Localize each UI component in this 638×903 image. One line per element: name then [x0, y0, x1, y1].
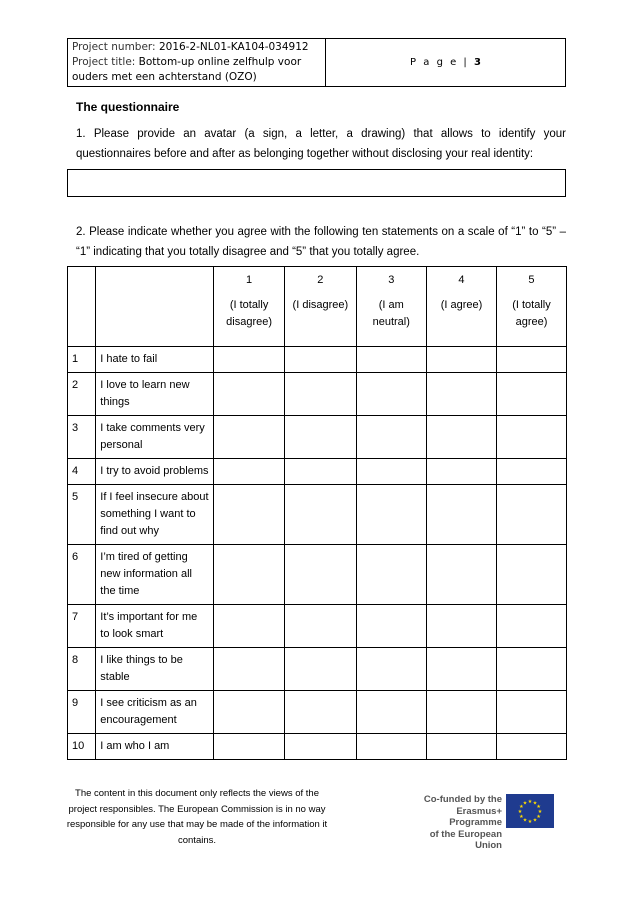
answer-cell[interactable] — [213, 691, 284, 734]
erasmus-logo — [404, 794, 554, 851]
statement-text: I am who I am — [96, 734, 214, 760]
table-row — [68, 485, 567, 545]
project-number-label: Project number: — [72, 41, 156, 53]
statement-text: If I feel insecure about something I want to find out why — [96, 485, 214, 545]
answer-cell[interactable] — [427, 485, 497, 545]
scale-number: 3 — [388, 274, 395, 286]
statement-text: I like things to be stable — [96, 648, 214, 691]
logo-line-3: of the European Union — [429, 828, 502, 851]
page-indicator — [326, 39, 566, 87]
answer-cell[interactable] — [285, 734, 356, 760]
scale-header-5 — [496, 267, 566, 347]
table-row — [68, 373, 567, 416]
avatar-input-box[interactable] — [67, 169, 566, 197]
answer-cell[interactable] — [285, 459, 356, 485]
answer-cell[interactable] — [427, 648, 497, 691]
logo-text — [404, 794, 502, 852]
statement-text: I hate to fail — [96, 347, 214, 373]
answer-cell[interactable] — [496, 691, 566, 734]
statement-number: 6 — [68, 545, 96, 605]
answer-cell[interactable] — [427, 605, 497, 648]
statement-number: 3 — [68, 416, 96, 459]
statement-text: It’s important for me to look smart — [96, 605, 214, 648]
answer-cell[interactable] — [285, 373, 356, 416]
answer-cell[interactable] — [356, 373, 426, 416]
eu-star-icon: ★ — [536, 804, 541, 810]
answer-cell[interactable] — [496, 734, 566, 760]
scale-label: (I am neutral) — [372, 299, 410, 328]
logo-line-1: Co-funded by the — [423, 794, 502, 805]
eu-star-icon: ★ — [517, 809, 523, 815]
answer-cell[interactable] — [427, 691, 497, 734]
scale-number: 2 — [317, 274, 324, 286]
answer-cell[interactable] — [496, 605, 566, 648]
table-row — [68, 416, 567, 459]
question-1-text: 1. Please provide an avatar (a sign, a letter, a drawing) that allows to identify your questionnaires before and after as belonging together without disclosing your real identity: — [76, 128, 566, 160]
statement-number: 5 — [68, 485, 96, 545]
eu-star-icon: ★ — [519, 814, 524, 820]
answer-cell[interactable] — [427, 734, 497, 760]
answer-cell[interactable] — [427, 545, 497, 605]
answer-cell[interactable] — [427, 373, 497, 416]
empty-header-cell — [96, 267, 214, 347]
answer-cell[interactable] — [285, 416, 356, 459]
statement-text: I love to learn new things — [96, 373, 214, 416]
logo-line-2: Erasmus+ Programme — [449, 805, 502, 828]
table-row — [68, 605, 567, 648]
answer-cell[interactable] — [356, 416, 426, 459]
answer-cell[interactable] — [427, 459, 497, 485]
statement-number: 4 — [68, 459, 96, 485]
eu-star-icon: ★ — [536, 814, 541, 820]
statement-text: I try to avoid problems — [96, 459, 214, 485]
answer-cell[interactable] — [213, 734, 284, 760]
answer-cell[interactable] — [427, 416, 497, 459]
answer-cell[interactable] — [427, 347, 497, 373]
scale-header-row — [68, 267, 567, 347]
answer-cell[interactable] — [213, 373, 284, 416]
eu-star-icon: ★ — [522, 800, 528, 807]
answer-cell[interactable] — [356, 347, 426, 373]
scale-header-3 — [356, 267, 426, 347]
answer-cell[interactable] — [285, 648, 356, 691]
scale-header-2 — [285, 267, 356, 347]
statement-number: 7 — [68, 605, 96, 648]
page-label: P a g e | — [410, 57, 469, 68]
agreement-scale-table — [67, 266, 567, 760]
table-row — [68, 648, 567, 691]
statement-number: 1 — [68, 347, 96, 373]
scale-label: (I totally disagree) — [226, 299, 272, 328]
statement-text: I take comments very personal — [96, 416, 214, 459]
project-title-label: Project title: — [72, 56, 136, 68]
answer-cell[interactable] — [213, 485, 284, 545]
table-row — [68, 545, 567, 605]
scale-number: 1 — [246, 274, 253, 286]
answer-cell[interactable] — [213, 605, 284, 648]
section-title: The questionnaire — [76, 100, 180, 114]
statement-text: I’m tired of getting new information all the time — [96, 545, 214, 605]
answer-cell[interactable] — [213, 648, 284, 691]
eu-star-icon: ★ — [519, 804, 524, 810]
table-row — [68, 347, 567, 373]
page-number: 3 — [473, 57, 481, 68]
answer-cell[interactable] — [356, 691, 426, 734]
scale-number: 4 — [458, 274, 465, 286]
empty-header-cell — [68, 267, 96, 347]
table-row — [68, 734, 567, 760]
statement-number: 2 — [68, 373, 96, 416]
answer-cell[interactable] — [496, 347, 566, 373]
footer-disclaimer: The content in this document only reflects the views of the project responsibles. The European Commission is in no way responsible for any use that may be made of the information it contains. — [66, 788, 328, 846]
eu-star-icon: ★ — [537, 809, 543, 815]
statement-number: 10 — [68, 734, 96, 760]
eu-star-icon: ★ — [527, 819, 533, 825]
answer-cell[interactable] — [496, 485, 566, 545]
eu-star-icon: ★ — [527, 799, 533, 805]
answer-cell[interactable] — [356, 459, 426, 485]
eu-star-icon: ★ — [532, 817, 538, 824]
answer-cell[interactable] — [496, 416, 566, 459]
answer-cell[interactable] — [496, 459, 566, 485]
answer-cell[interactable] — [285, 545, 356, 605]
table-row — [68, 691, 567, 734]
answer-cell[interactable] — [285, 691, 356, 734]
answer-cell[interactable] — [213, 416, 284, 459]
table-row — [68, 459, 567, 485]
answer-cell[interactable] — [213, 459, 284, 485]
scale-header-1 — [213, 267, 284, 347]
answer-cell[interactable] — [496, 648, 566, 691]
project-number: 2016-2-NL01-KA104-034912 — [158, 41, 309, 53]
scale-number: 5 — [528, 274, 535, 286]
statement-text: I see criticism as an encouragement — [96, 691, 214, 734]
answer-cell[interactable] — [356, 485, 426, 545]
eu-star-icon: ★ — [532, 800, 538, 807]
answer-cell[interactable] — [356, 605, 426, 648]
project-info — [68, 39, 326, 87]
eu-flag-icon — [506, 794, 554, 828]
scale-header-4 — [427, 267, 497, 347]
answer-cell[interactable] — [496, 545, 566, 605]
answer-cell[interactable] — [356, 648, 426, 691]
answer-cell[interactable] — [285, 347, 356, 373]
document-header — [67, 38, 566, 87]
eu-star-icon: ★ — [522, 817, 528, 824]
answer-cell[interactable] — [356, 545, 426, 605]
answer-cell[interactable] — [285, 605, 356, 648]
question-2-text: 2. Please indicate whether you agree with the following ten statements on a scale of “1” to “5” – “1” indicating that you totally disagree and “5” that you totally agree. — [76, 226, 566, 258]
answer-cell[interactable] — [285, 485, 356, 545]
statement-number: 9 — [68, 691, 96, 734]
answer-cell[interactable] — [496, 373, 566, 416]
project-title: Bottom-up online zelfhulp voor ouders met een achterstand (OZO) — [72, 56, 302, 83]
answer-cell[interactable] — [213, 545, 284, 605]
scale-label: (I agree) — [440, 299, 483, 311]
answer-cell[interactable] — [213, 347, 284, 373]
statement-number: 8 — [68, 648, 96, 691]
scale-label: (I disagree) — [292, 299, 349, 311]
scale-label: (I totally agree) — [512, 299, 551, 328]
answer-cell[interactable] — [356, 734, 426, 760]
